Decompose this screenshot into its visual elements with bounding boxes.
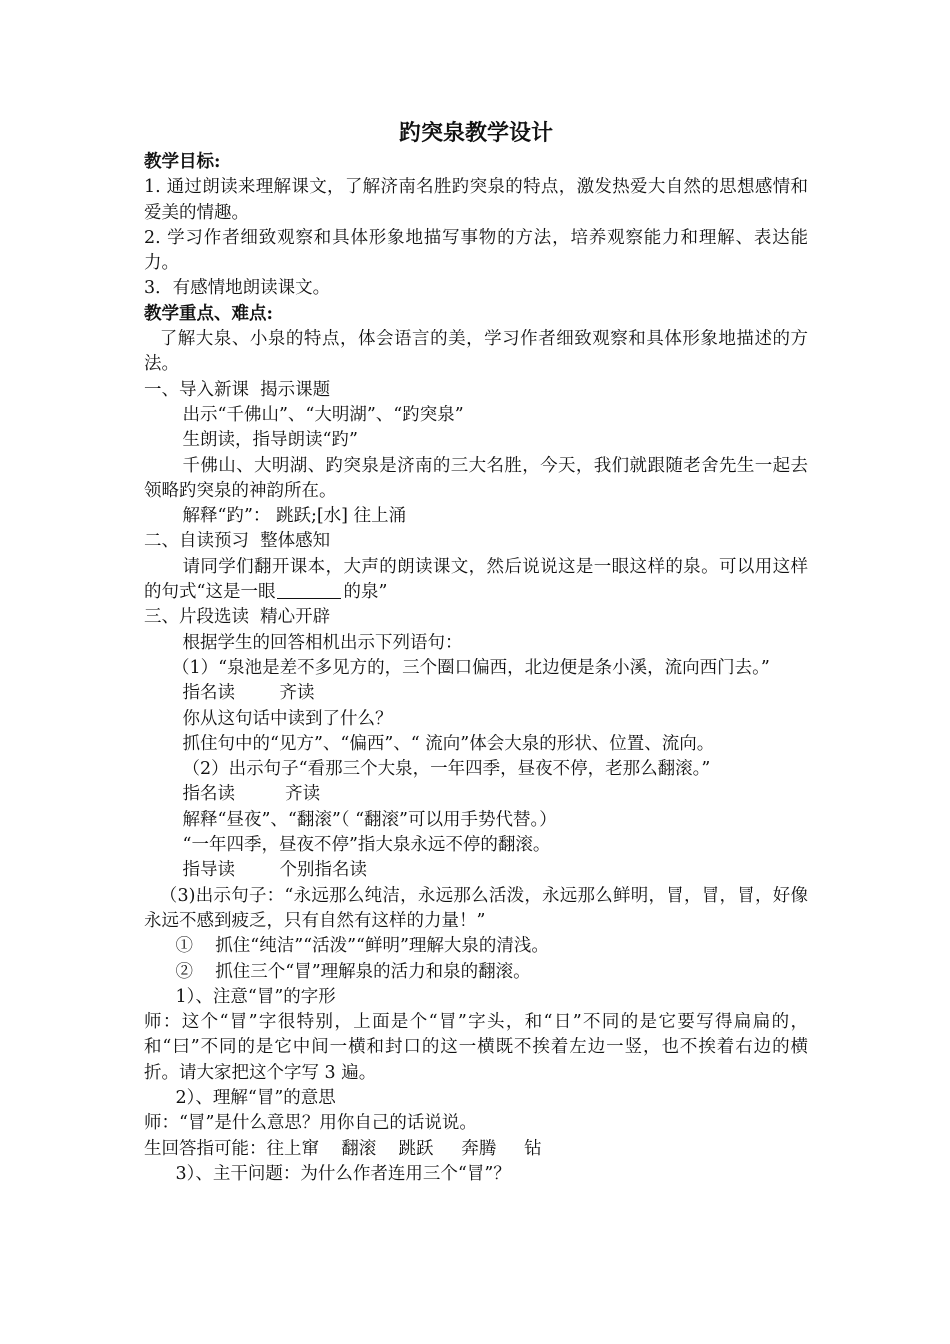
paragraph-line: （1）“泉池是差不多见方的，三个圈口偏西，北边便是条小溪，流向西门去。” [172,657,770,678]
paragraph-line: 生朗读，指导朗读“趵” [182,430,358,451]
document-title: 趵突泉教学设计 [398,120,553,146]
paragraph-line: （3)出示句子：“永远那么纯洁，永远那么活泼，永远那么鲜明，冒，冒，冒，好像永远不感到疲乏，只有自然有这样的力量！” [144,885,808,931]
paragraph-line: 一、导入新课 揭示课题 [144,379,331,400]
paragraph-line: 师：“冒”是什么意思？用你自己的话说说。 [144,1113,477,1134]
section-heading: 教学重点、难点: [144,303,273,324]
paragraph-line: 千佛山、大明湖、趵突泉是济南的三大名胜，今天，我们就跟随老舍先生一起去领略趵突泉的神韵所在。 [144,455,808,501]
paragraph-line: 了解大泉、小泉的特点，体会语言的美，学习作者细致观察和具体形象地描述的方法。 [144,329,808,375]
paragraph-line: 3）、主干问题：为什么作者连用三个“冒”？ [175,1163,511,1184]
paragraph-line: 指导读 个别指名读 [182,860,368,881]
paragraph-line: 请同学们翻开课本，大声的朗读课文，然后说说这是一眼这样的泉。可以用这样的句式“这是一眼 的泉” [144,556,808,603]
paragraph-line: 1. 通过朗读来理解课文，了解济南名胜趵突泉的特点，激发热爱大自然的思想感情和爱美的情趣。 [144,177,808,223]
paragraph-line: 生回答指可能：往上窜 翻滚 跳跃 奔腾 钻 [144,1138,542,1159]
paragraph-line: 2）、理解“冒”的意思 [175,1087,336,1108]
paragraph-line: 抓住句中的“见方”、“偏西”、“ 流向”体会大泉的形状、位置、流向。 [182,733,715,754]
paragraph-line: 解释“昼夜”、“翻滚”（ “翻滚”可以用手势代替。） [182,809,557,830]
paragraph-line: 指名读 齐读 [182,784,321,805]
paragraph-line: “一年四季，昼夜不停”指大泉永远不停的翻滚。 [182,835,551,856]
paragraph-line: 3．有感情地朗读课文。 [144,278,331,299]
document-body [144,150,808,1187]
paragraph-line: 师：这个“冒”字很特别，上面是个“冒”字头，和“日”不同的是它要写得扁扁的，和“曰”不同的是它中间一横和封口的这一横既不挨着左边一竖，也不挨着右边的横折。请大家把这个字写 3 遍。 [144,1012,808,1083]
paragraph-line: 2. 学习作者细致观察和具体形象地描写事物的方法，培养观察能力和理解、表达能力。 [144,227,808,274]
paragraph-line: 根据学生的回答相机出示下列语句： [182,632,463,653]
paragraph-line: ① 抓住“纯洁”“活泼”“鲜明”理解大泉的清浅。 [175,936,549,957]
section-heading: 教学目标: [144,152,221,172]
paragraph-line: 指名读 齐读 [182,683,315,704]
paragraph-line: 解释“趵”： 跳跃;[水] 往上涌 [182,506,407,527]
paragraph-line: （2）出示句子“看那三个大泉，一年四季，昼夜不停，老那么翻滚。” [182,759,711,780]
paragraph-line: 你从这句话中读到了什么？ [182,708,393,729]
fill-in-blank [277,582,341,599]
paragraph-line: 出示“千佛山”、“大明湖”、“趵突泉” [182,404,464,425]
paragraph-line: 二、自读预习 整体感知 [144,531,331,552]
document-page [144,116,808,1187]
paragraph-line: 三、片段选读 精心开辟 [144,607,331,628]
paragraph-line: ② 抓住三个“冒”理解泉的活力和泉的翻滚。 [175,961,531,982]
paragraph-line: 1）、注意“冒”的字形 [175,986,336,1007]
